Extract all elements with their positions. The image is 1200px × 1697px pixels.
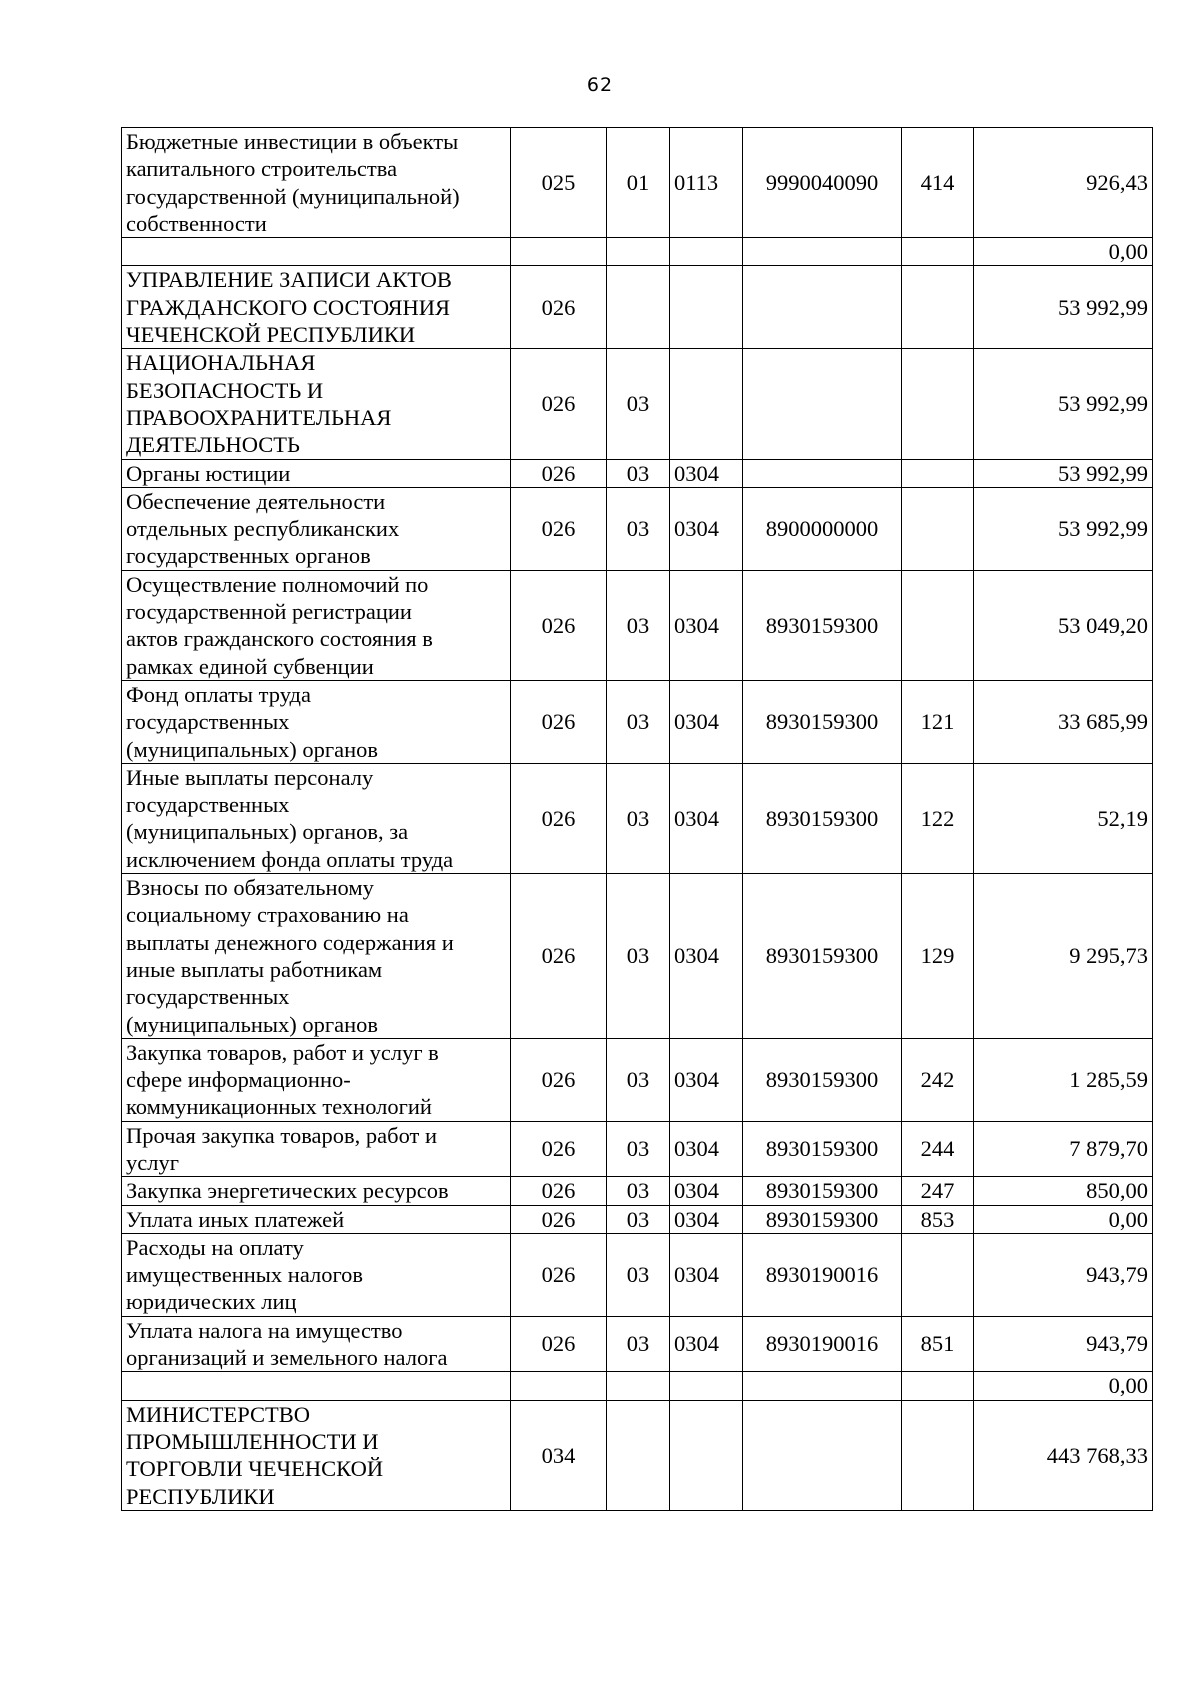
item-name-line: Органы юстиции: [126, 460, 291, 486]
cell-expense-type-code: 851: [902, 1316, 974, 1372]
cell-item-name: [122, 487, 511, 570]
cell-item-name: [122, 874, 511, 1039]
cell-section-code: 03: [607, 1316, 670, 1372]
cell-target-article-code: 8930159300: [743, 570, 902, 680]
item-name-line: Фонд оплаты труда: [126, 681, 311, 707]
item-name-line: Уплата иных платежей: [126, 1206, 345, 1232]
cell-amount: 943,79: [974, 1316, 1153, 1372]
budget-table: [121, 127, 1153, 1511]
cell-subsection-code: [670, 1372, 743, 1400]
cell-target-article-code: 9990040090: [743, 128, 902, 238]
cell-amount: 0,00: [974, 238, 1153, 266]
item-name-line: (муниципальных) органов, за: [126, 819, 409, 845]
item-name-line: имущественных налогов: [126, 1262, 364, 1288]
table-row: [122, 1233, 1153, 1316]
cell-subsection-code: 0304: [670, 487, 743, 570]
cell-amount: 33 685,99: [974, 680, 1153, 763]
cell-subsection-code: [670, 1400, 743, 1510]
item-name-line: государственной регистрации: [126, 599, 412, 625]
item-name-line: сфере информационно-: [126, 1067, 351, 1093]
cell-amount: 926,43: [974, 128, 1153, 238]
cell-department-code: 026: [511, 874, 607, 1039]
cell-department-code: 026: [511, 1121, 607, 1177]
cell-item-name: [122, 763, 511, 873]
cell-department-code: 026: [511, 459, 607, 487]
item-name-line: Закупка энергетических ресурсов: [126, 1178, 449, 1204]
item-name-line: услуг: [126, 1149, 179, 1175]
item-name-line: государственных: [126, 984, 290, 1010]
table-row: [122, 266, 1153, 349]
cell-expense-type-code: [902, 349, 974, 459]
cell-subsection-code: 0304: [670, 680, 743, 763]
cell-department-code: 025: [511, 128, 607, 238]
table-row: [122, 487, 1153, 570]
cell-amount: 0,00: [974, 1372, 1153, 1400]
table-row: [122, 1372, 1153, 1400]
cell-item-name: [122, 1205, 511, 1233]
cell-expense-type-code: [902, 1372, 974, 1400]
item-name-line: ГРАЖДАНСКОГО СОСТОЯНИЯ: [126, 294, 451, 320]
cell-item-name: [122, 266, 511, 349]
item-name-line: Бюджетные инвестиции в объекты: [126, 129, 459, 154]
cell-department-code: 026: [511, 349, 607, 459]
item-name-line: исключением фонда оплаты труда: [126, 846, 454, 872]
item-name-line: иные выплаты работникам: [126, 956, 383, 982]
table-row: [122, 680, 1153, 763]
cell-subsection-code: [670, 238, 743, 266]
item-name-line: социальному страхованию на: [126, 902, 409, 928]
item-name-line: капитального строительства: [126, 156, 398, 182]
table-row: [122, 238, 1153, 266]
cell-amount: 53 992,99: [974, 487, 1153, 570]
item-name-line: Расходы на оплату: [126, 1234, 304, 1260]
table-row: [122, 128, 1153, 238]
cell-section-code: [607, 1400, 670, 1510]
cell-subsection-code: 0304: [670, 1121, 743, 1177]
cell-expense-type-code: [902, 1233, 974, 1316]
cell-amount: 850,00: [974, 1177, 1153, 1205]
cell-section-code: 03: [607, 570, 670, 680]
cell-expense-type-code: 414: [902, 128, 974, 238]
table-row: [122, 570, 1153, 680]
table-row: [122, 1038, 1153, 1121]
table-row: [122, 1400, 1153, 1510]
cell-expense-type-code: [902, 238, 974, 266]
cell-department-code: 026: [511, 1177, 607, 1205]
cell-subsection-code: [670, 266, 743, 349]
cell-amount: 9 295,73: [974, 874, 1153, 1039]
cell-subsection-code: 0113: [670, 128, 743, 238]
cell-department-code: 034: [511, 1400, 607, 1510]
item-name-line: коммуникационных технологий: [126, 1094, 432, 1120]
cell-subsection-code: [670, 349, 743, 459]
cell-section-code: 03: [607, 1121, 670, 1177]
cell-expense-type-code: 129: [902, 874, 974, 1039]
item-name-line: государственных: [126, 709, 290, 735]
cell-item-name: [122, 1177, 511, 1205]
cell-subsection-code: 0304: [670, 1233, 743, 1316]
cell-target-article-code: [743, 238, 902, 266]
cell-item-name: [122, 680, 511, 763]
item-name-line: Взносы по обязательному: [126, 875, 374, 901]
cell-target-article-code: 8930159300: [743, 1177, 902, 1205]
cell-amount: 52,19: [974, 763, 1153, 873]
cell-target-article-code: [743, 459, 902, 487]
cell-department-code: 026: [511, 1233, 607, 1316]
cell-target-article-code: 8930190016: [743, 1233, 902, 1316]
cell-section-code: 03: [607, 1233, 670, 1316]
cell-department-code: 026: [511, 1316, 607, 1372]
cell-target-article-code: [743, 1372, 902, 1400]
item-name-line: Закупка товаров, работ и услуг в: [126, 1039, 439, 1065]
cell-amount: 53 049,20: [974, 570, 1153, 680]
cell-section-code: 03: [607, 349, 670, 459]
cell-expense-type-code: [902, 570, 974, 680]
item-name-line: ДЕЯТЕЛЬНОСТЬ: [126, 432, 300, 458]
item-name-line: [126, 1372, 506, 1399]
cell-subsection-code: 0304: [670, 1316, 743, 1372]
cell-subsection-code: 0304: [670, 763, 743, 873]
cell-item-name: [122, 570, 511, 680]
cell-department-code: [511, 238, 607, 266]
table-row: [122, 1177, 1153, 1205]
cell-item-name: [122, 1316, 511, 1372]
page-number: 62: [586, 74, 614, 96]
item-name-line: Прочая закупка товаров, работ и: [126, 1122, 438, 1148]
cell-expense-type-code: [902, 487, 974, 570]
table-row: [122, 874, 1153, 1039]
item-name-line: ЧЕЧЕНСКОЙ РЕСПУБЛИКИ: [126, 322, 416, 348]
cell-item-name: [122, 459, 511, 487]
table-row: [122, 459, 1153, 487]
cell-item-name: [122, 1121, 511, 1177]
cell-amount: 7 879,70: [974, 1121, 1153, 1177]
item-name-line: Осуществление полномочий по: [126, 571, 429, 597]
item-name-line: ПРОМЫШЛЕННОСТИ И: [126, 1428, 379, 1454]
cell-subsection-code: 0304: [670, 1177, 743, 1205]
cell-section-code: 03: [607, 487, 670, 570]
cell-section-code: 03: [607, 1205, 670, 1233]
item-name-line: государственных: [126, 792, 290, 818]
cell-section-code: [607, 1372, 670, 1400]
cell-target-article-code: 8930159300: [743, 1121, 902, 1177]
cell-department-code: 026: [511, 487, 607, 570]
cell-target-article-code: 8930159300: [743, 763, 902, 873]
item-name-line: НАЦИОНАЛЬНАЯ: [126, 350, 316, 376]
cell-section-code: 03: [607, 874, 670, 1039]
cell-target-article-code: 8930159300: [743, 874, 902, 1039]
item-name-line: актов гражданского состояния в: [126, 626, 433, 652]
item-name-line: выплаты денежного содержания и: [126, 929, 454, 955]
cell-expense-type-code: [902, 459, 974, 487]
cell-department-code: 026: [511, 1038, 607, 1121]
cell-item-name: [122, 1038, 511, 1121]
item-name-line: юридических лиц: [126, 1289, 297, 1315]
cell-subsection-code: 0304: [670, 570, 743, 680]
cell-department-code: [511, 1372, 607, 1400]
cell-amount: 53 992,99: [974, 459, 1153, 487]
cell-amount: 943,79: [974, 1233, 1153, 1316]
cell-item-name: [122, 1233, 511, 1316]
item-name-line: (муниципальных) органов: [126, 1011, 379, 1037]
item-name-line: (муниципальных) органов: [126, 736, 379, 762]
cell-department-code: 026: [511, 763, 607, 873]
cell-item-name: [122, 1372, 511, 1400]
cell-department-code: 026: [511, 680, 607, 763]
item-name-line: Иные выплаты персоналу: [126, 764, 374, 790]
cell-amount: 1 285,59: [974, 1038, 1153, 1121]
cell-subsection-code: 0304: [670, 1205, 743, 1233]
cell-amount: 0,00: [974, 1205, 1153, 1233]
cell-target-article-code: 8930159300: [743, 1205, 902, 1233]
cell-section-code: [607, 266, 670, 349]
cell-target-article-code: [743, 349, 902, 459]
cell-expense-type-code: [902, 1400, 974, 1510]
cell-section-code: 03: [607, 459, 670, 487]
table-row: [122, 349, 1153, 459]
item-name-line: рамках единой субвенции: [126, 653, 374, 679]
item-name-line: РЕСПУБЛИКИ: [126, 1483, 275, 1509]
cell-amount: 53 992,99: [974, 349, 1153, 459]
item-name-line: отдельных республиканских: [126, 516, 400, 542]
cell-amount: 53 992,99: [974, 266, 1153, 349]
item-name-line: организаций и земельного налога: [126, 1345, 448, 1371]
cell-subsection-code: 0304: [670, 1038, 743, 1121]
cell-section-code: 03: [607, 1177, 670, 1205]
cell-section-code: 03: [607, 680, 670, 763]
cell-target-article-code: [743, 266, 902, 349]
cell-target-article-code: 8930190016: [743, 1316, 902, 1372]
item-name-line: государственных органов: [126, 543, 371, 569]
cell-expense-type-code: 247: [902, 1177, 974, 1205]
item-name-line: БЕЗОПАСНОСТЬ И: [126, 377, 324, 403]
item-name-line: ТОРГОВЛИ ЧЕЧЕНСКОЙ: [126, 1456, 384, 1482]
cell-expense-type-code: 122: [902, 763, 974, 873]
cell-section-code: 03: [607, 1038, 670, 1121]
cell-section-code: 03: [607, 763, 670, 873]
item-name-line: Обеспечение деятельности: [126, 488, 386, 514]
table-row: [122, 1205, 1153, 1233]
item-name-line: ПРАВООХРАНИТЕЛЬНАЯ: [126, 404, 392, 430]
cell-department-code: 026: [511, 266, 607, 349]
cell-department-code: 026: [511, 1205, 607, 1233]
cell-item-name: [122, 128, 511, 238]
cell-target-article-code: 8930159300: [743, 1038, 902, 1121]
cell-item-name: [122, 349, 511, 459]
cell-expense-type-code: [902, 266, 974, 349]
item-name-line: государственной (муниципальной): [126, 183, 460, 209]
item-name-line: МИНИСТЕРСТВО: [126, 1401, 311, 1427]
cell-target-article-code: [743, 1400, 902, 1510]
item-name-line: [126, 238, 506, 265]
cell-expense-type-code: 853: [902, 1205, 974, 1233]
item-name-line: УПРАВЛЕНИЕ ЗАПИСИ АКТОВ: [126, 267, 452, 293]
item-name-line: собственности: [126, 210, 267, 236]
item-name-line: Уплата налога на имущество: [126, 1317, 403, 1343]
table-row: [122, 1316, 1153, 1372]
cell-section-code: 01: [607, 128, 670, 238]
cell-expense-type-code: 242: [902, 1038, 974, 1121]
table-row: [122, 763, 1153, 873]
table-body: [122, 128, 1153, 1511]
cell-item-name: [122, 238, 511, 266]
cell-subsection-code: 0304: [670, 874, 743, 1039]
cell-expense-type-code: 244: [902, 1121, 974, 1177]
table-row: [122, 1121, 1153, 1177]
cell-target-article-code: 8900000000: [743, 487, 902, 570]
cell-amount: 443 768,33: [974, 1400, 1153, 1510]
cell-item-name: [122, 1400, 511, 1510]
cell-expense-type-code: 121: [902, 680, 974, 763]
cell-section-code: [607, 238, 670, 266]
cell-subsection-code: 0304: [670, 459, 743, 487]
cell-target-article-code: 8930159300: [743, 680, 902, 763]
cell-department-code: 026: [511, 570, 607, 680]
